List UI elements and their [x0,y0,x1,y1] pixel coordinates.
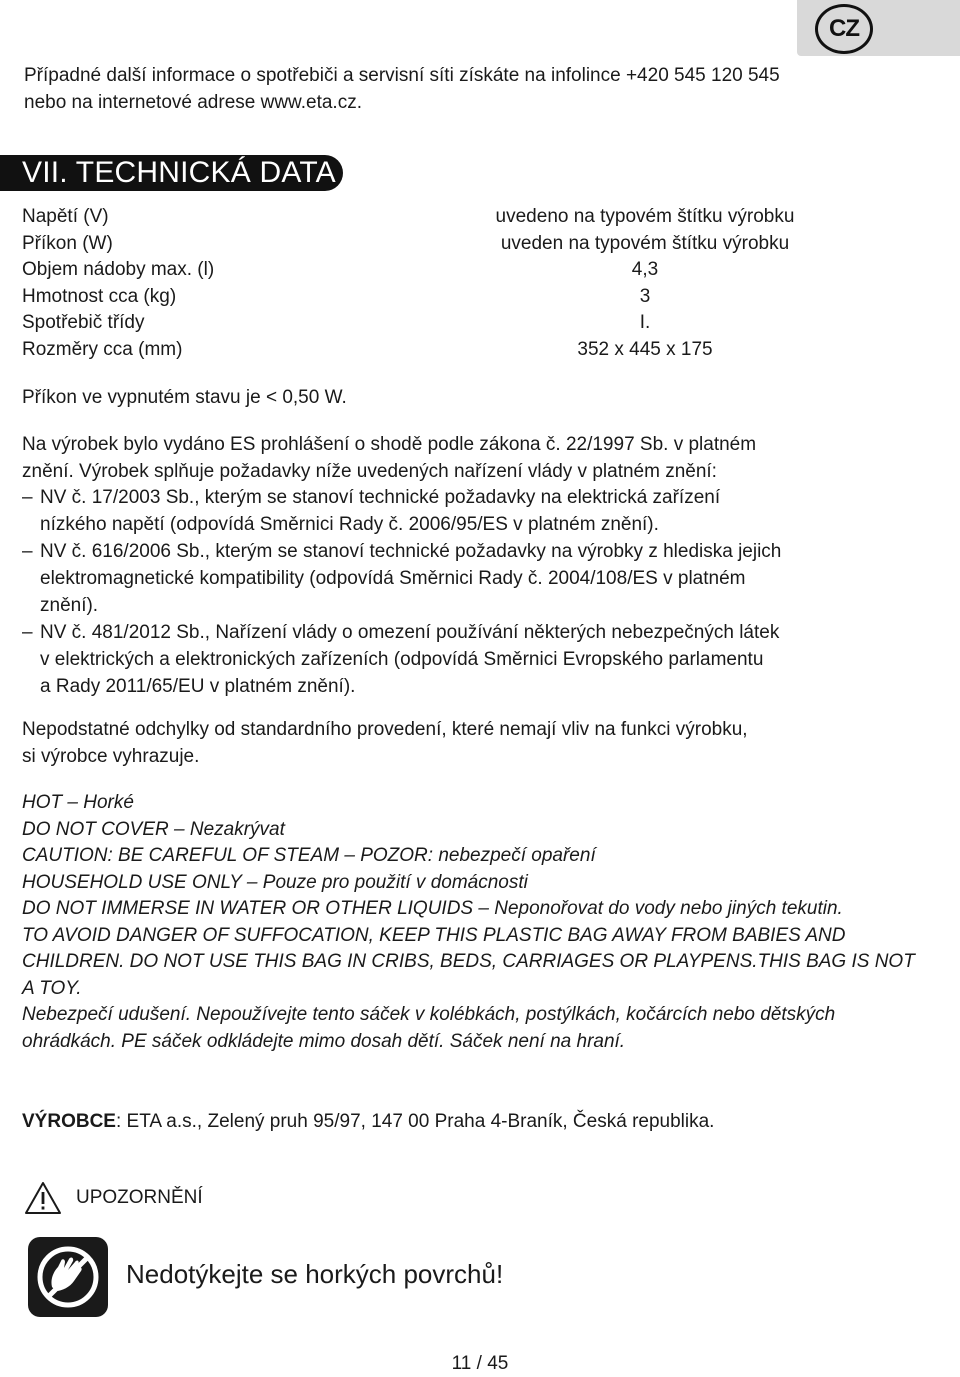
suffocation-warning-cz: Nebezpečí udušení. Nepoužívejte tento sáček v kolébkách, postýlkách, kočárcích nebo dětských ohrádkách. PE sáček odkládejte mimo dosah dětí. Sáček není na hraní. [22,1004,836,1052]
warning-sep: – [62,792,84,813]
spec-row [22,283,922,310]
spec-value: 4,3 [631,259,659,280]
warning-sep: – [339,845,361,866]
regulation-text: nízkého napětí (odpovídá Směrnici Rady č. 2006/95/ES v platném znění). [40,514,659,535]
hand-hot-surface-icon [28,1237,108,1317]
warning-header [24,1180,203,1216]
warning-cz: Horké [83,792,134,813]
service-info-line: nebo na internetové adrese www.eta.cz. [24,92,362,113]
warning-label [22,870,922,897]
warning-en: HOT [22,792,63,813]
page-number: 11 / 45 [451,1353,509,1374]
section-title: VII. TECHNICKÁ DATA [0,155,343,191]
warning-cz: Nezakrývat [189,818,285,840]
deviation-line: si výrobce vyhrazuje. [22,746,200,767]
warning-label [22,896,922,923]
spec-label: Objem nádoby max. (l) [22,259,215,280]
warning-triangle-icon [24,1181,62,1215]
service-info-line: Případné další informace o spotřebiči a servisní síti získáte na infolince +420 545 120 545 [24,65,780,86]
regulation-code: NV č. 17/2003 Sb. [40,487,195,508]
regulation-code: NV č. 481/2012 Sb. [40,622,205,643]
warning-sep: – [473,898,495,919]
warning-en: DO NOT COVER [22,818,169,840]
service-info [24,62,924,116]
spec-value: 3 [639,286,651,307]
spec-label: Spotřebič třídy [22,312,145,333]
spec-value: uvedeno na typovém štítku výrobku [495,206,795,227]
manufacturer-address: : ETA a.s., Zelený pruh 95/97, 147 00 Praha 4-Braník, Česká republika. [115,1111,715,1132]
spec-label: Rozměry cca (mm) [22,339,183,360]
deviation-line: Nepodstatné odchylky od standardního provedení, které nemají vliv na funkci výrobku, [22,719,748,740]
spec-row [22,203,922,230]
regulation-text: elektromagnetické kompatibility (odpovídá Směrnici Rady č. 2004/108/ES v platném [40,568,746,589]
warning-label [22,843,922,870]
regulation-text: , kterým se stanoví technické požadavky na elektrická zařízení [194,487,721,508]
warning-labels [22,790,922,1055]
regulation-text: a Rady 2011/65/EU v platném znění). [40,676,356,697]
conformity-declaration [22,431,922,485]
manufacturer [22,1108,922,1135]
spec-label: Napětí (V) [22,206,109,227]
warning-sep: – [168,818,190,840]
warning-cz: POZOR: nebezpečí opaření [360,845,596,866]
regulation-text: , Nařízení vlády o omezení používání některých nebezpečných látek [204,622,780,643]
manufacturer-label: VÝROBCE [22,1111,116,1132]
suffocation-warning-en: TO AVOID DANGER OF SUFFOCATION, KEEP THIS PLASTIC BAG AWAY FROM BABIES AND CHILDREN. DO NOT USE THIS BAG IN CRIBS, BEDS, CARRIAGES OR PLAYPENS.THIS BAG IS NOT A TOY. [22,924,915,999]
warning-cz: Pouze pro použití v domácnosti [262,871,528,893]
spec-row [22,230,922,257]
regulation-item [22,484,922,538]
list-dash: – [22,622,33,643]
regulation-text: , kterým se stanoví technické požadavky na výrobky z hlediska jejich [204,541,782,562]
regulation-code: NV č. 616/2006 Sb. [40,541,205,562]
hot-surface-warning: Nedotýkejte se horkých povrchů! [126,1259,504,1289]
spec-label: Příkon (W) [22,233,113,254]
declaration-line: Na výrobek bylo vydáno ES prohlášení o shodě podle zákona č. 22/1997 Sb. v platném [22,434,757,455]
warning-label [22,817,922,844]
list-dash: – [22,541,33,562]
spec-row [22,309,922,336]
warning-en: CAUTION: BE CAREFUL OF STEAM [22,845,340,866]
spec-label: Hmotnost cca (kg) [22,286,177,307]
warning-en: HOUSEHOLD USE ONLY [22,871,242,893]
warning-label [22,790,922,817]
declaration-line: znění. Výrobek splňuje požadavky níže uvedených nařízení vlády v platném znění: [22,461,717,482]
warning-sep: – [241,871,263,893]
warning-en: DO NOT IMMERSE IN WATER OR OTHER LIQUIDS [22,898,474,919]
spec-row [22,336,922,363]
regulation-text: v elektrických a elektronických zařízeních (odpovídá Směrnici Evropského parlamentu [40,649,764,670]
warning-header-text: UPOZORNĚNÍ [76,1187,203,1208]
list-dash: – [22,487,33,508]
language-badge: CZ [815,4,873,54]
spec-value: I. [639,312,651,333]
spec-value: 352 x 445 x 175 [577,339,713,360]
spec-value: uveden na typovém štítku výrobku [500,233,790,254]
deviation-note [22,716,922,770]
standby-power-note: Příkon ve vypnutém stavu je < 0,50 W. [22,387,347,408]
regulation-item [22,619,922,700]
warning-cz: Neponořovat do vody nebo jiných tekutin. [494,898,843,919]
regulation-text: znění). [40,595,99,616]
regulation-item [22,538,922,619]
spec-row [22,256,922,283]
regulation-list [22,484,922,700]
